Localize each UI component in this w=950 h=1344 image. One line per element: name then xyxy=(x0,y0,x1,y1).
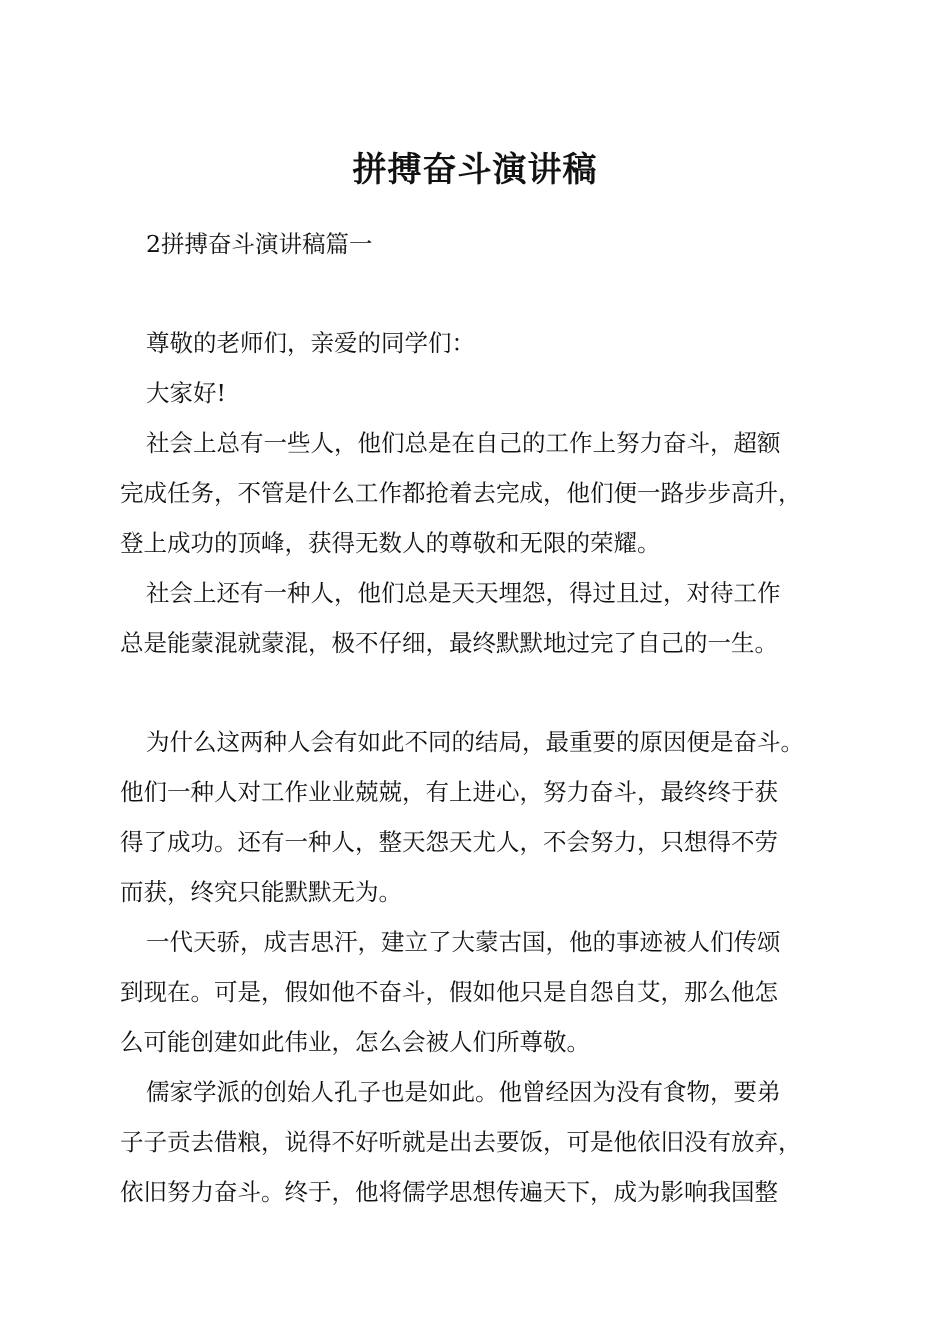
body-line: 么可能创建如此伟业，怎么会被人们所尊敬。 xyxy=(120,1028,590,1056)
body-line: 他们一种人对工作业业兢兢，有上进心，努力奋斗，最终终于获 xyxy=(120,778,778,806)
body-line: 而获，终究只能默默无为。 xyxy=(120,878,402,906)
document-title: 拼搏奋斗演讲稿 xyxy=(352,150,598,190)
body-line: 社会上还有一种人，他们总是天天埋怨，得过且过，对待工作 xyxy=(146,579,781,607)
body-line: 总是能蒙混就蒙混，极不仔细，最终默默地过完了自己的一生。 xyxy=(120,629,778,657)
body-line: 儒家学派的创始人孔子也是如此。他曾经因为没有食物，要弟 xyxy=(146,1078,781,1106)
body-line: 登上成功的顶峰，获得无数人的尊敬和无限的荣耀。 xyxy=(120,529,661,557)
body-line: 大家好! xyxy=(146,379,226,407)
body-line: 尊敬的老师们，亲爱的同学们： xyxy=(146,329,475,357)
body-line: 依旧努力奋斗。终于，他将儒学思想传遍天下，成为影响我国整 xyxy=(120,1178,778,1206)
body-line: 完成任务，不管是什么工作都抢着去完成，他们便一路步步高升， xyxy=(120,479,802,507)
body-line: 为什么这两种人会有如此不同的结局，最重要的原因便是奋斗。 xyxy=(146,728,804,756)
body-line: 到现在。可是，假如他不奋斗，假如他只是自怨自艾，那么他怎 xyxy=(120,978,778,1006)
body-line: 一代天骄，成吉思汗，建立了大蒙古国，他的事迹被人们传颂 xyxy=(146,928,781,956)
body-line: 得了成功。还有一种人，整天怨天尤人，不会努力，只想得不劳 xyxy=(120,828,778,856)
body-line: 子子贡去借粮，说得不好听就是出去要饭，可是他依旧没有放弃， xyxy=(120,1128,802,1156)
document-subtitle: 2拼搏奋斗演讲稿篇一 xyxy=(146,230,373,258)
body-line: 社会上总有一些人，他们总是在自己的工作上努力奋斗，超额 xyxy=(146,429,781,457)
